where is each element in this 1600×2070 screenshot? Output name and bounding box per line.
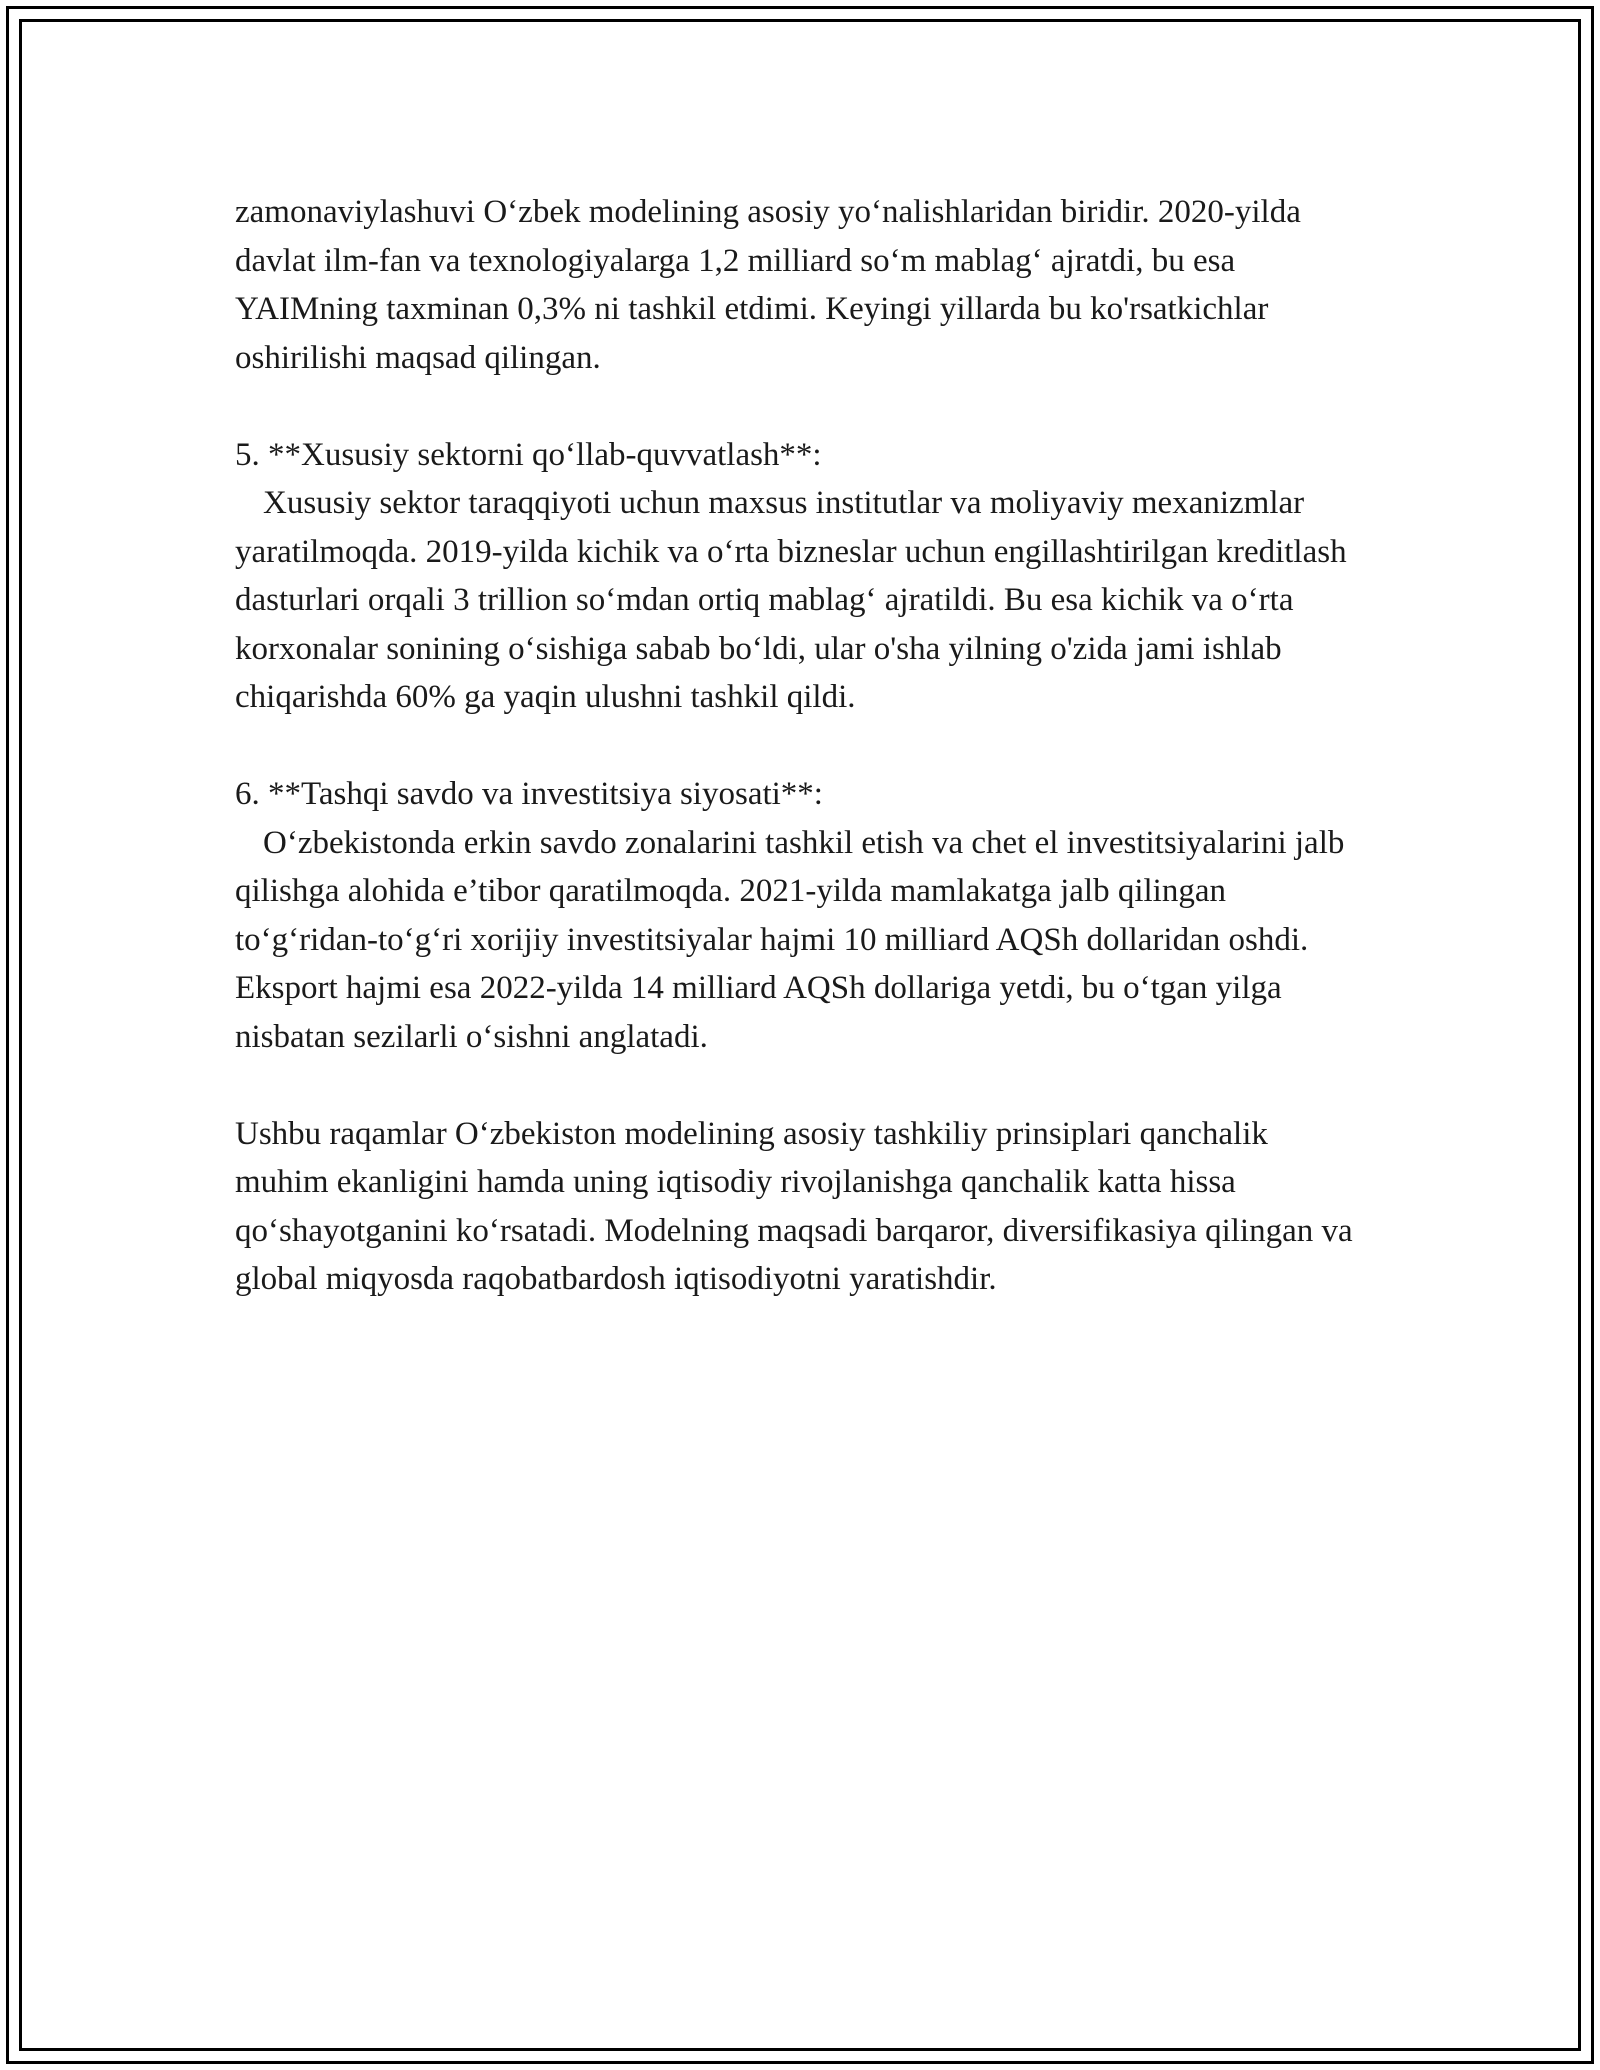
section-foreign-trade xyxy=(235,770,1365,1061)
paragraph-spacer xyxy=(235,382,1365,431)
section-heading: 5. **Xususiy sektorni qo‘llab-quvvatlash**: xyxy=(235,436,822,473)
section-heading: 6. **Tashqi savdo va investitsiya siyosati**: xyxy=(235,776,823,812)
section-body: O‘zbekistonda erkin savdo zonalarini tashkil etish va chet el investitsiyalarini jalb qilishga alohida e’tibor qaratilmoqda. 2021-yilda mamlakatga jalb qilingan to‘g‘ridan-to‘g‘ri xorijiy investitsiyalar hajmi 10 milliard AQSh dollaridan oshdi. Eksport hajmi esa 2022-yilda 14 milliard AQSh dollariga yetdi, bu o‘tgan yilga nisbatan sezilarli o‘sishni anglatadi. xyxy=(235,824,1345,1055)
section-body: Xususiy sektor taraqqiyoti uchun maxsus institutlar va moliyaviy mexanizmlar yaratilmoqda. 2019-yilda kichik va o‘rta bizneslar uchun engillashtirilgan kreditlash dasturlari orqali 3 trillion so‘mdan ortiq mablag‘ ajratildi. Bu esa kichik va o‘rta korxonalar sonining o‘sishiga sabab bo‘ldi, ular o'sha yilning o'zida jami ishlab chiqarishda 60% ga yaqin ulushni tashkil qildi. xyxy=(235,485,1347,715)
intro-paragraph: zamonaviylashuvi O‘zbek modelining asosiy yo‘nalishlaridan biridir. 2020-yilda davlat ilm-fan va texnologiyalarga 1,2 milliard so‘m mablag‘ ajratdi, bu esa YAIMning taxminan 0,3% ni tashkil etdimi. Keyingi yillarda bu ko'rsatkichlar oshirilishi maqsad qilingan. xyxy=(235,194,1301,376)
section-private-sector xyxy=(235,431,1365,722)
conclusion-paragraph: Ushbu raqamlar O‘zbekiston modelining asosiy tashkiliy prinsiplari qanchalik muhim ekanligini hamda uning iqtisodiy rivojlanishga qanchalik katta hissa qo‘shayotganini ko‘rsatadi. Modelning maqsadi barqaror, diversifikasiya qilingan va global miqyosda raqobatbardosh iqtisodiyotni yaratishdir. xyxy=(235,1115,1353,1297)
paragraph-spacer xyxy=(235,1061,1365,1110)
document-body xyxy=(235,188,1365,1304)
paragraph-spacer xyxy=(235,722,1365,771)
